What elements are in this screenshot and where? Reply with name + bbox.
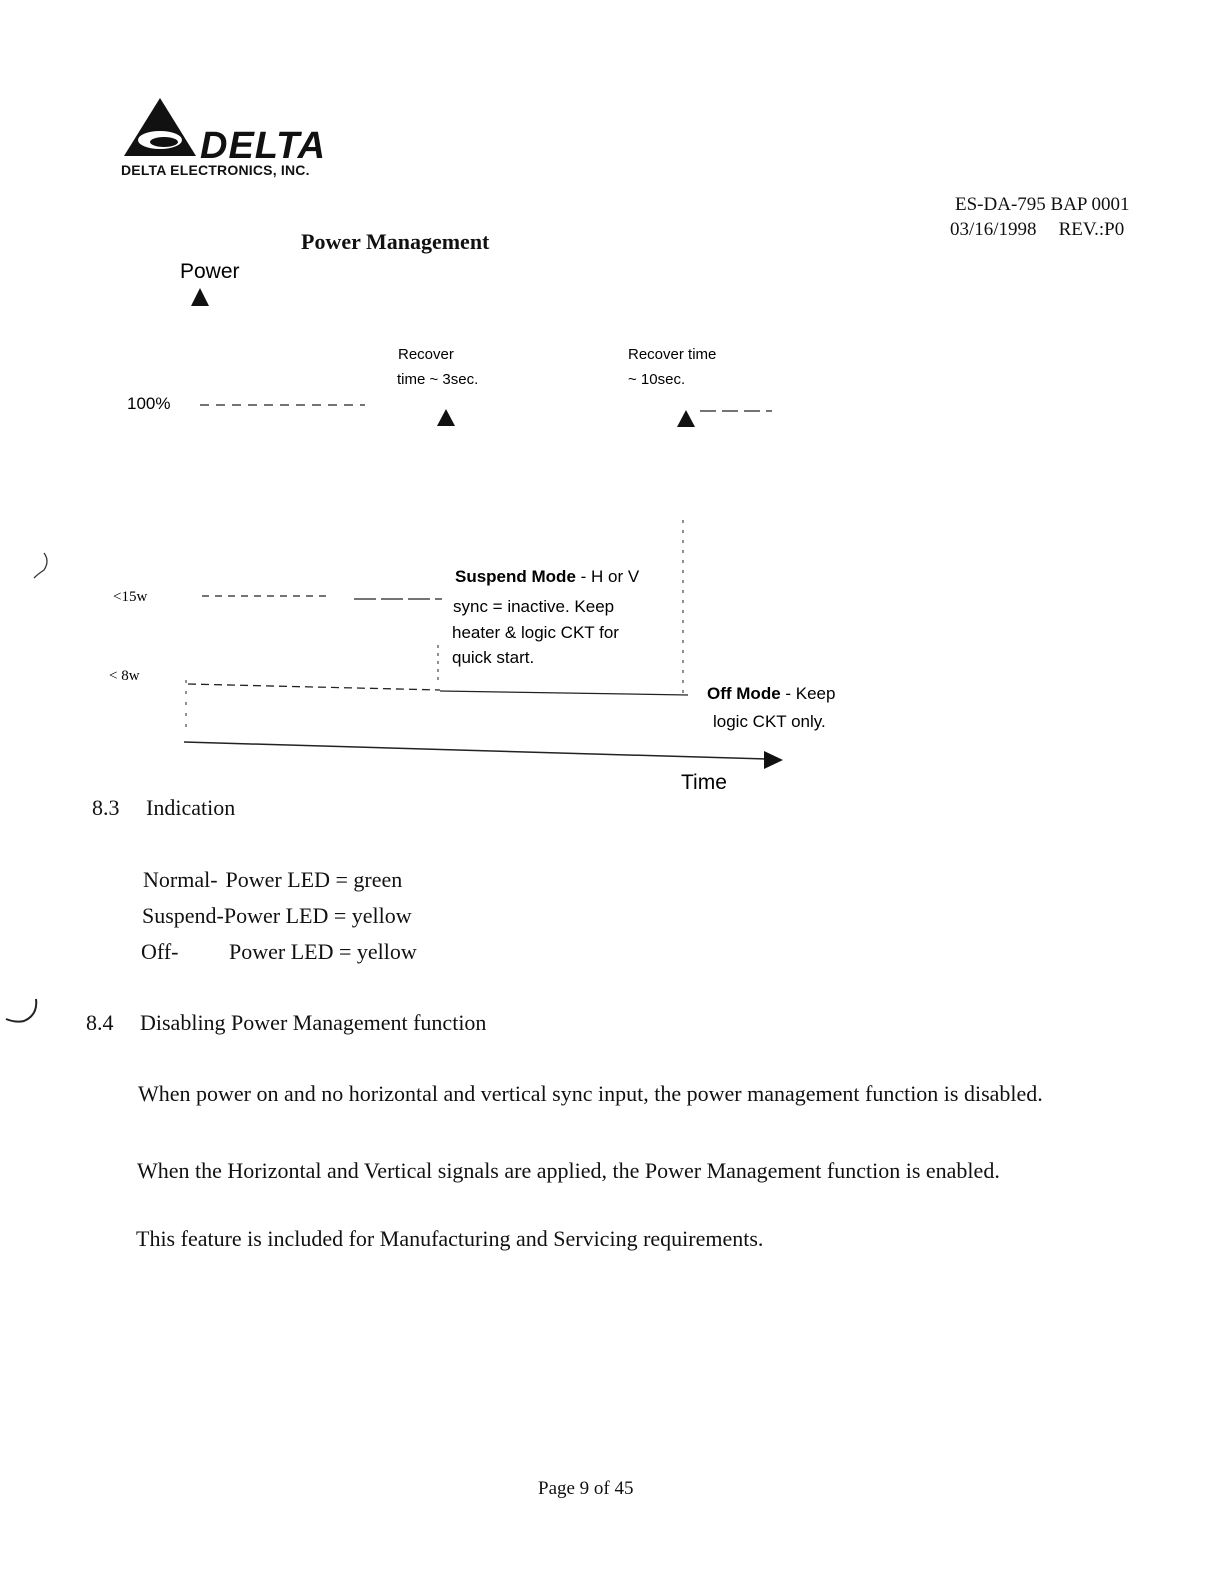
level-8w-line-b xyxy=(440,691,688,695)
indication-normal-value: Power LED = green xyxy=(225,867,403,892)
off-mode-line-1 xyxy=(707,684,835,703)
suspend-mode-desc-2: sync = inactive. Keep xyxy=(453,597,615,616)
off-mode-desc-2: logic CKT only. xyxy=(713,712,826,731)
scan-mark-top xyxy=(34,553,47,578)
logo-wordmark: DELTA xyxy=(200,125,327,162)
indication-normal xyxy=(143,867,402,893)
section-8-3-title: Indication xyxy=(146,795,236,820)
paragraph-1: When power on and no horizontal and vertical sync input, the power management function is disabled. xyxy=(138,1081,1043,1106)
recover-3sec-arrow xyxy=(437,409,455,426)
section-8-3-number: 8.3 xyxy=(92,795,120,820)
suspend-mode-desc-4: quick start. xyxy=(452,648,535,667)
indication-suspend-value: Power LED = yellow xyxy=(223,903,412,928)
suspend-mode-line-1 xyxy=(455,567,640,586)
indication-suspend-label: Suspend- xyxy=(142,903,224,928)
power-axis-label: Power xyxy=(180,260,240,283)
document-date: 03/16/1998 xyxy=(950,219,1037,240)
section-8-4-title: Disabling Power Management function xyxy=(140,1010,487,1035)
diagram-title: Power Management xyxy=(301,229,490,254)
recover-10sec-line-1: Recover time xyxy=(628,346,717,363)
level-label-100: 100% xyxy=(127,394,171,413)
section-8-4-number: 8.4 xyxy=(86,1010,114,1035)
page-number: Page 9 of 45 xyxy=(538,1478,634,1499)
indication-off-value: Power LED = yellow xyxy=(229,939,417,964)
recover-10sec-line-2: ~ 10sec. xyxy=(628,371,686,388)
paragraph-2: When the Horizontal and Vertical signals are applied, the Power Management function is enabled. xyxy=(137,1158,1000,1183)
indication-suspend xyxy=(142,903,412,929)
suspend-mode-desc-1: - H or V xyxy=(575,567,640,586)
section-8-4-heading xyxy=(86,1010,486,1036)
off-mode-title: Off Mode xyxy=(707,684,781,703)
off-mode-desc-1: - Keep xyxy=(780,684,836,703)
recover-10sec-arrow xyxy=(677,410,695,427)
paragraph-3: This feature is included for Manufacturing and Servicing requirements. xyxy=(136,1226,764,1251)
recover-3sec-line-2: time ~ 3sec. xyxy=(397,371,479,388)
indication-off xyxy=(141,939,417,965)
company-name: DELTA ELECTRONICS, INC. xyxy=(121,162,310,178)
power-axis-arrow xyxy=(191,288,209,306)
recover-3sec-line-1: Recover xyxy=(398,346,454,363)
level-label-15w: <15w xyxy=(113,589,148,605)
document-reference: ES-DA-795 BAP 0001 xyxy=(955,194,1130,215)
suspend-mode-desc-3: heater & logic CKT for xyxy=(452,623,619,642)
level-label-8w: < 8w xyxy=(109,668,140,684)
time-axis-line xyxy=(184,742,766,759)
level-8w-line xyxy=(188,684,440,690)
suspend-mode-title: Suspend Mode xyxy=(455,567,576,586)
time-axis-label: Time xyxy=(681,771,727,794)
time-axis-arrow xyxy=(764,751,783,769)
section-8-3-heading xyxy=(92,795,235,821)
indication-off-label: Off- xyxy=(141,939,179,964)
indication-normal-label: Normal- xyxy=(143,867,218,892)
document-revision: REV.:P0 xyxy=(1058,219,1125,240)
scan-mark-bottom xyxy=(0,995,50,1035)
